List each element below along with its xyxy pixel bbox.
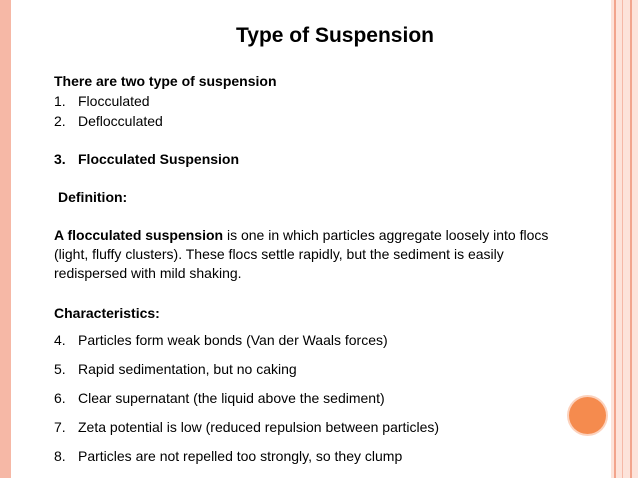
- left-border-strip: [0, 0, 11, 478]
- definition-paragraph: [54, 226, 594, 283]
- intro-text: There are two type of suspension: [54, 73, 277, 89]
- characteristics-label: Characteristics:: [54, 305, 160, 321]
- list-item-label: Particles form weak bonds (Van der Waals forces): [78, 332, 388, 348]
- list-item: [54, 331, 594, 349]
- list-item-label: Deflocculated: [78, 113, 163, 129]
- right-border-line: [614, 0, 616, 478]
- list-item: [54, 92, 594, 110]
- list-number: 4.: [54, 332, 66, 348]
- list-number: 5.: [54, 361, 66, 377]
- definition-text: redispersed with mild shaking.: [54, 265, 242, 281]
- list-item-label: Flocculated: [78, 93, 150, 109]
- list-number: 1.: [54, 93, 66, 109]
- list-item-label: Particles are not repelled too strongly, so they clump: [78, 448, 403, 464]
- section-heading-label: Flocculated Suspension: [78, 151, 240, 167]
- list-item: [54, 389, 594, 407]
- list-item-label: Clear supernatant (the liquid above the sediment): [78, 390, 385, 406]
- slide-body: [54, 72, 594, 465]
- definition-text: (light, fluffy clusters). These flocs settle rapidly, but the sediment is easily: [54, 246, 504, 262]
- definition-text: is one in which particles aggregate loosely into flocs: [223, 227, 549, 243]
- section-heading: [54, 150, 594, 168]
- list-item-label: Zeta potential is low (reduced repulsion between particles): [78, 419, 440, 435]
- characteristics-list: [54, 331, 594, 465]
- list-number: 6.: [54, 390, 66, 406]
- list-item: [54, 360, 594, 378]
- definition-term: A flocculated suspension: [54, 227, 224, 243]
- list-item: [54, 112, 594, 130]
- right-border-line: [622, 0, 623, 478]
- right-border-line: [630, 0, 632, 478]
- list-item: [54, 447, 594, 465]
- definition-label: Definition:: [58, 189, 128, 205]
- slide-title: Type of Suspension: [236, 24, 434, 47]
- list-item: [54, 418, 594, 436]
- list-number: 3.: [54, 151, 66, 167]
- decorative-circle-icon: [569, 397, 606, 434]
- list-number: 8.: [54, 448, 66, 464]
- list-number: 7.: [54, 419, 66, 435]
- list-item-label: Rapid sedimentation, but no caking: [78, 361, 297, 377]
- list-number: 2.: [54, 113, 66, 129]
